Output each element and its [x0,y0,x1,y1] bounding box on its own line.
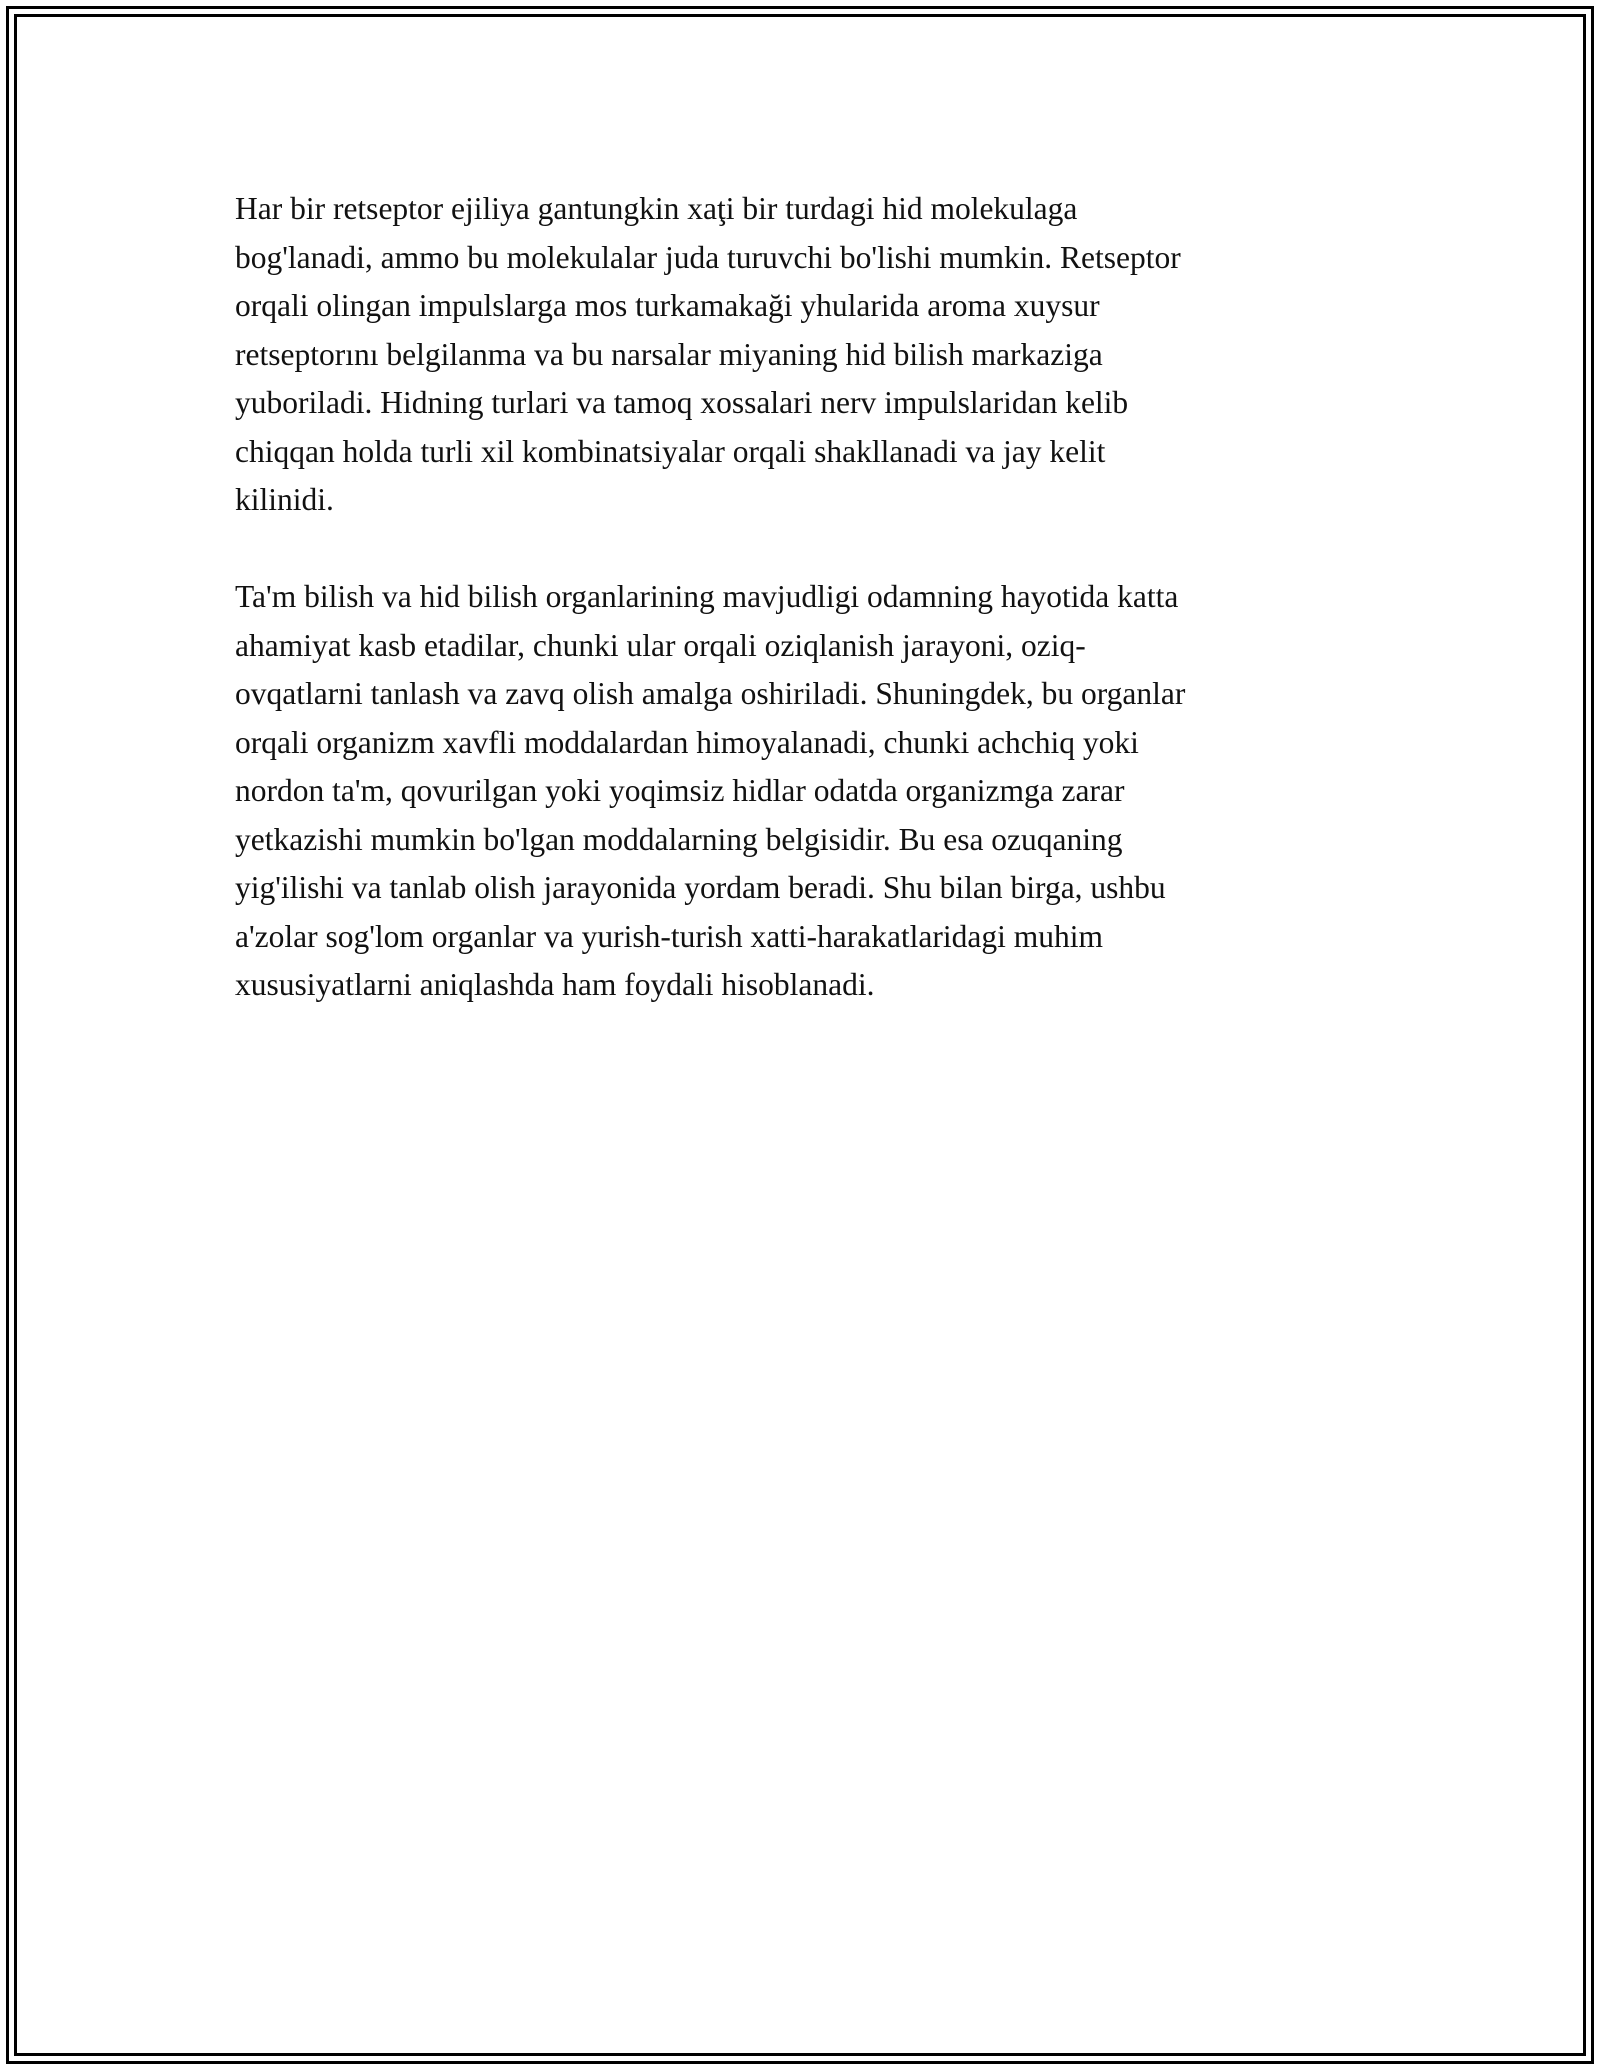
text-line: yetkazishi mumkin bo'lgan moddalarning belgisidir. Bu esa ozuqaning [235,821,1123,857]
text-line: yig'ilishi va tanlab olish jarayonida yordam beradi. Shu bilan birga, ushbu [235,870,1166,905]
paragraph-2 [235,573,1365,1010]
document-body [235,185,1365,1058]
text-line: bog'lanadi, ammo bu molekulalar juda turuvchi bo'lishi mumkin. Retseptor [235,239,1181,275]
text-line: nordon ta'm, qovurilgan yoki yoqimsiz hidlar odatda organizmga zarar [235,773,1125,808]
text-line: ovqatlarni tanlash va zavq olish amalga oshiriladi. Shuningdek, bu organlar [235,676,1186,711]
paragraph-1 [235,185,1365,525]
text-line: a'zolar sog'lom organlar va yurish-turish xatti-harakatlaridagi muhim [235,918,1104,954]
text-line: orqali olingan impulslarga mos turkamakaği yhularida aroma xuysur [235,288,1100,323]
text-line: Ta'm bilish va hid bilish organlarining mavjudligi odamning hayotida katta [235,579,1179,614]
text-line: xususiyatlarni aniqlashda ham foydali hisoblanadi. [235,967,875,1002]
text-line: chiqqan holda turli xil kombinatsiyalar orqali shakllanadi va jay kelit [235,433,1106,469]
text-line: Har bir retseptor ejiliya gantungkin xaţi bir turdagi hid molekulaga [235,191,1078,226]
text-line: retseptorını belgilanma va bu narsalar miyaning hid bilish markaziga [235,336,1103,372]
text-line: kilinidi. [235,482,334,517]
text-line: yuboriladi. Hidning turlari va tamoq xossalari nerv impulslaridan kelib [235,385,1129,420]
text-line: ahamiyat kasb etadilar, chunki ular orqali oziqlanish jarayoni, oziq- [235,627,1086,663]
text-line: orqali organizm xavfli moddalardan himoyalanadi, chunki achchiq yoki [235,724,1139,760]
